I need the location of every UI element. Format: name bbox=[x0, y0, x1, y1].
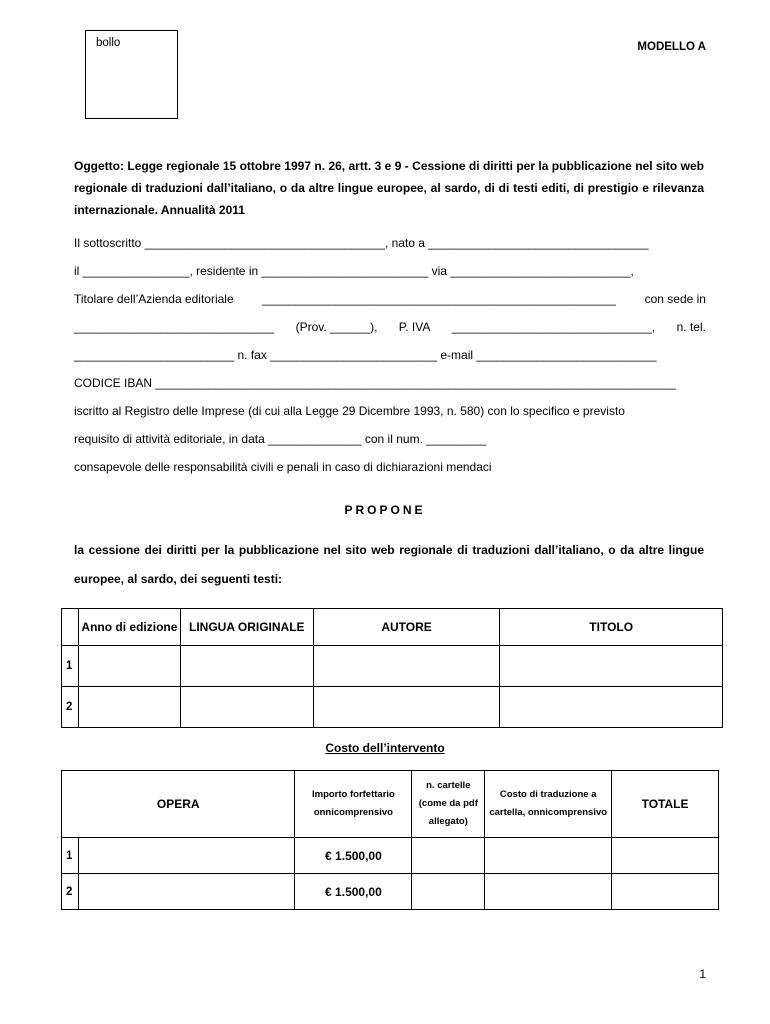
company-line bbox=[74, 292, 706, 306]
work-cell[interactable] bbox=[78, 874, 294, 910]
address-line bbox=[74, 320, 706, 334]
page-number: 1 bbox=[699, 967, 706, 981]
page-cost-cell[interactable] bbox=[485, 874, 612, 910]
iban-line: CODICE IBAN ______________________________________________________________________________ bbox=[74, 376, 676, 390]
stamp-label: bollo bbox=[96, 37, 121, 49]
pages-cell[interactable] bbox=[412, 838, 485, 874]
declarant-line: Il sottoscritto ____________________________________, nato a _________________________________ bbox=[74, 236, 649, 250]
texts-table bbox=[61, 608, 723, 728]
language-cell[interactable] bbox=[180, 646, 313, 687]
phone-label: n. tel. bbox=[676, 320, 706, 334]
residence-line: il ________________, residente in _________________________ via ___________________________, bbox=[74, 264, 634, 278]
header-pages: n. cartelle (come da pdf allegato) bbox=[412, 771, 485, 838]
total-cell[interactable] bbox=[612, 874, 719, 910]
title-cell[interactable] bbox=[500, 687, 723, 728]
company-blank: _____________________________________________________ bbox=[262, 292, 616, 306]
language-cell[interactable] bbox=[180, 687, 313, 728]
table-row bbox=[62, 646, 723, 687]
province-field: (Prov. ______), bbox=[295, 320, 378, 334]
row-number: 1 bbox=[62, 838, 79, 874]
lump-sum-cell: € 1.500,00 bbox=[295, 874, 412, 910]
contact-line: ________________________ n. fax _________________________ e-mail ___________________________ bbox=[74, 348, 657, 362]
cost-heading: Costo dell’intervento bbox=[325, 741, 445, 755]
table-row bbox=[62, 874, 719, 910]
header-lump-sum: Importo forfettario onnicomprensivo bbox=[295, 771, 412, 838]
header-page-cost: Costo di traduzione a cartella, onnicomprensivo bbox=[485, 771, 612, 838]
total-cell[interactable] bbox=[612, 838, 719, 874]
company-label: Titolare dell’Azienda editoriale bbox=[74, 292, 234, 306]
stamp-box bbox=[85, 30, 178, 119]
requirement-line: requisito di attività editoriale, in data ______________ con il num. _________ bbox=[74, 432, 487, 446]
registry-line: iscritto al Registro delle Imprese (di cui alla Legge 29 Dicembre 1993, n. 580) con lo specifico e previsto bbox=[74, 404, 625, 418]
year-cell[interactable] bbox=[78, 646, 180, 687]
page-cost-cell[interactable] bbox=[485, 838, 612, 874]
row-number: 2 bbox=[62, 687, 79, 728]
header-total: TOTALE bbox=[612, 771, 719, 838]
form-title: MODELLO A bbox=[637, 41, 706, 53]
lump-sum-cell: € 1.500,00 bbox=[295, 838, 412, 874]
table-row bbox=[62, 838, 719, 874]
header-year: Anno di edizione bbox=[78, 609, 180, 646]
header-empty bbox=[62, 609, 79, 646]
awareness-line: consapevole delle responsabilità civili e penali in caso di dichiarazioni mendaci bbox=[74, 460, 492, 474]
texts-table-header bbox=[62, 609, 723, 646]
author-cell[interactable] bbox=[313, 687, 500, 728]
header-author: AUTORE bbox=[313, 609, 500, 646]
table-row bbox=[62, 687, 723, 728]
subject-paragraph: Oggetto: Legge regionale 15 ottobre 1997 n. 26, artt. 3 e 9 - Cessione di diritti per la pubblicazione nel sito web regionale di traduzioni dall’italiano, o da altre lingue europee, al sardo, di di testi editi, di prestigio e rilevanza internazionale. Annualità 2011 bbox=[74, 159, 704, 217]
company-seat-label: con sede in bbox=[644, 292, 706, 306]
cost-table bbox=[61, 770, 719, 910]
proposal-paragraph: la cessione dei diritti per la pubblicazione nel sito web regionale di traduzioni dall’italiano, o da altre lingue europee, al sardo, dei seguenti testi: bbox=[74, 543, 704, 586]
propone-heading: PROPONE bbox=[344, 503, 426, 517]
city-blank: ______________________________ bbox=[74, 320, 275, 334]
year-cell[interactable] bbox=[78, 687, 180, 728]
header-language: LINGUA ORIGINALE bbox=[180, 609, 313, 646]
author-cell[interactable] bbox=[313, 646, 500, 687]
header-title: TITOLO bbox=[500, 609, 723, 646]
row-number: 2 bbox=[62, 874, 79, 910]
pages-cell[interactable] bbox=[412, 874, 485, 910]
cost-table-header bbox=[62, 771, 719, 838]
header-work: OPERA bbox=[62, 771, 295, 838]
work-cell[interactable] bbox=[78, 838, 294, 874]
row-number: 1 bbox=[62, 646, 79, 687]
title-cell[interactable] bbox=[500, 646, 723, 687]
vat-blank: ______________________________, bbox=[451, 320, 656, 334]
vat-label: P. IVA bbox=[398, 320, 431, 334]
